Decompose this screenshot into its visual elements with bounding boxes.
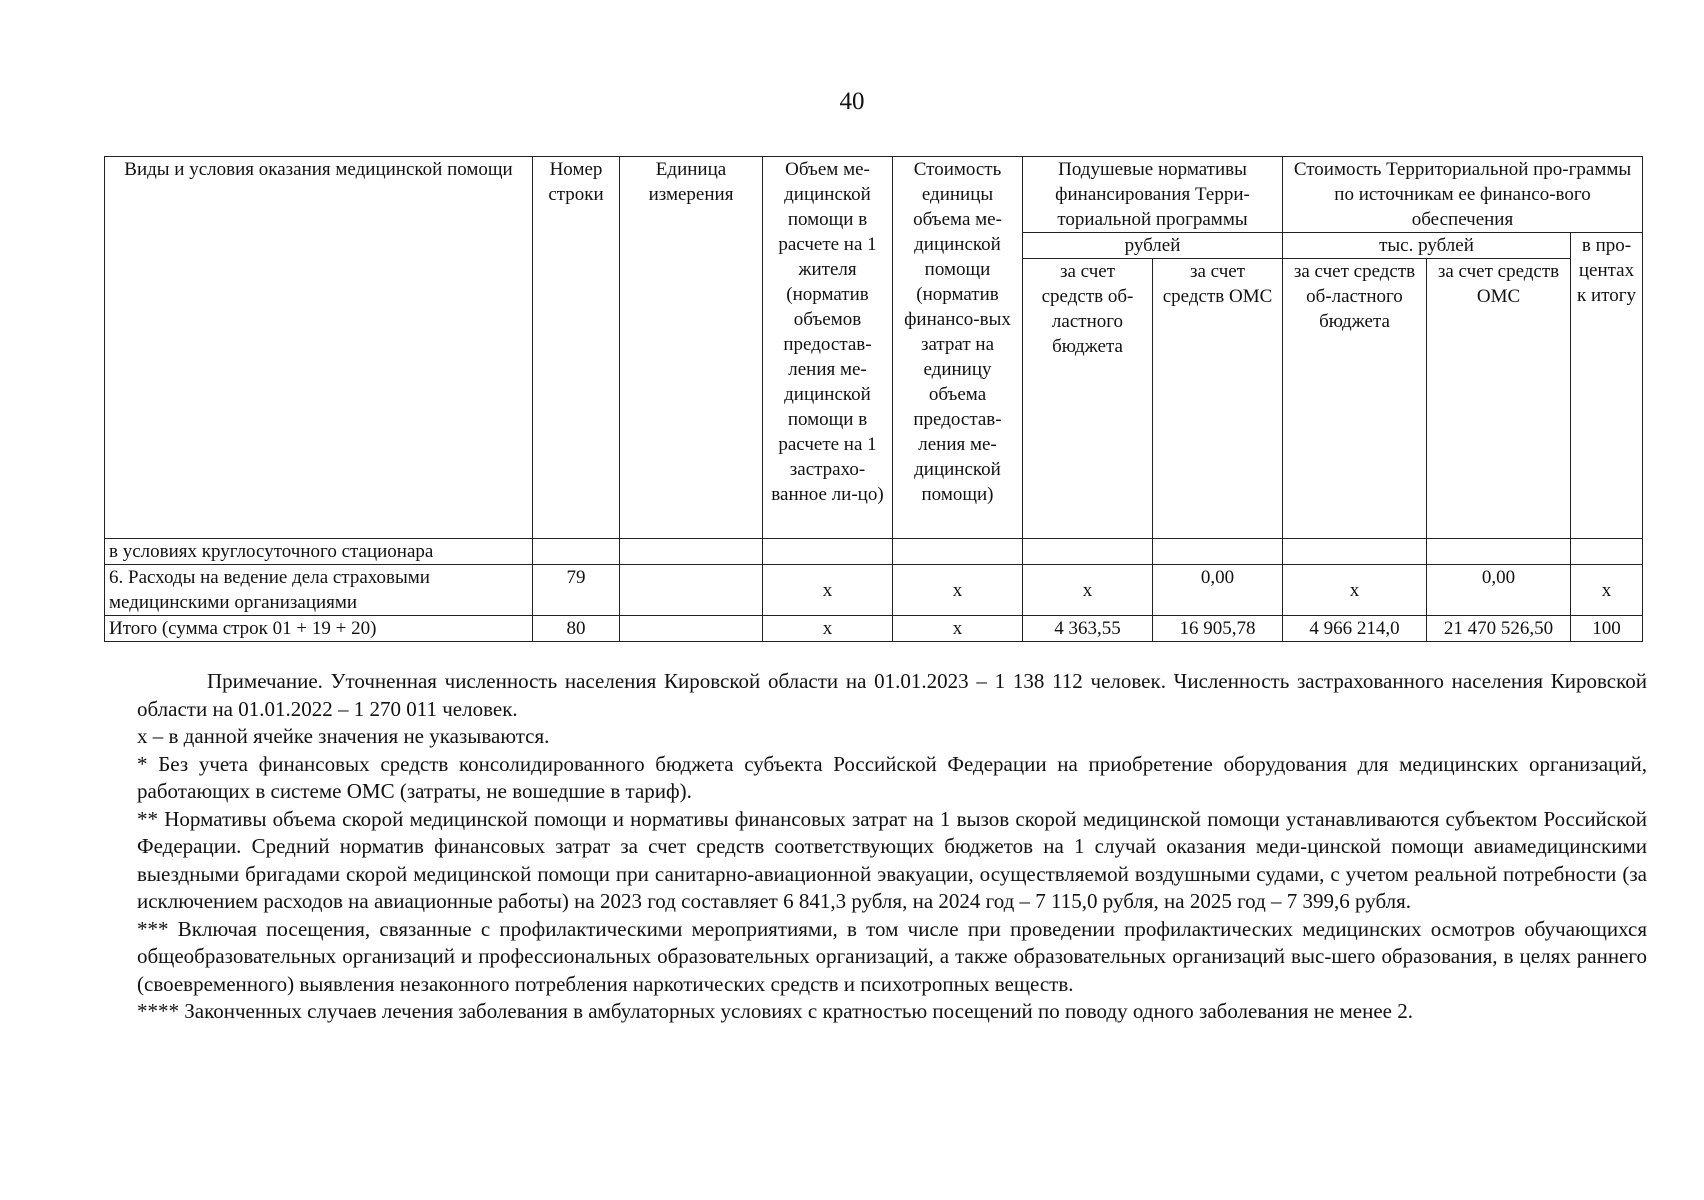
row-percent: х <box>1571 565 1643 616</box>
header-kind: Виды и условия оказания медицинской помощи <box>105 157 533 539</box>
header-rubles: рублей <box>1023 233 1283 259</box>
row-unit <box>620 565 763 616</box>
header-percent: в про-центах к итогу <box>1571 233 1643 539</box>
note-x-legend: х – в данной ячейке значения не указываются. <box>137 724 550 748</box>
row-number: 80 <box>533 616 620 642</box>
row-unit <box>620 616 763 642</box>
header-unit: Единица измерения <box>620 157 763 539</box>
header-cost: Стоимость единицы объема ме-дицинской помощи (норматив финансо-вых затрат на единицу объема предостав-ления ме-дицинской помощи) <box>893 157 1023 539</box>
note-footnote-3: *** Включая посещения, связанные с профилактическими мероприятиями, в том числе при проведении профилактических медицинских осмотров обучающихся общеобразовательных организаций и профессиональных образовательных организаций, а также образовательных организаций выс-шего образования, в целях раннего (своевременного) выявления незаконного потребления наркотических средств и психотропных веществ. <box>137 916 1647 996</box>
page-number: 40 <box>839 88 865 115</box>
row-volume: х <box>763 565 893 616</box>
row-cost: х <box>893 616 1023 642</box>
note-footnote-1: * Без учета финансовых средств консолидированного бюджета субъекта Российской Федерации на приобретение оборудования для медицинских организаций, работающих в системе ОМС (затраты, не вошедшие в тариф). <box>137 751 1647 803</box>
header-per-capita: Подушевые нормативы финансирования Терри-ториальной программы <box>1023 157 1283 233</box>
row-unit <box>620 539 763 565</box>
header-tc-oms: за счет средств ОМС <box>1427 259 1571 539</box>
row-name: в условиях круглосуточного стационара <box>105 539 533 565</box>
row-number: 79 <box>533 565 620 616</box>
row-tc-oms: 21 470 526,50 <box>1427 616 1571 642</box>
note-population: Примечание. Уточненная численность населения Кировской области на 01.01.2023 – 1 138 112 человек. Численность застрахованного населения Кировской области на 01.01.2022 – 1 270 011 человек. <box>137 669 1647 721</box>
row-name: Итого (сумма строк 01 + 19 + 20) <box>105 616 533 642</box>
row-tc-budget: 4 966 214,0 <box>1283 616 1427 642</box>
row-tc-oms <box>1427 539 1571 565</box>
table-row <box>105 539 1643 565</box>
row-number <box>533 539 620 565</box>
header-program-cost: Стоимость Территориальной про-граммы по источникам ее финансо-вого обеспечения <box>1283 157 1643 233</box>
header-thousand-rubles: тыс. рублей <box>1283 233 1571 259</box>
row-pc-budget: 4 363,55 <box>1023 616 1153 642</box>
row-pc-oms: 0,00 <box>1153 565 1283 616</box>
header-pc-oms: за счет средств ОМС <box>1153 259 1283 539</box>
header-pc-budget: за счет средств об-ластного бюджета <box>1023 259 1153 539</box>
row-tc-budget <box>1283 539 1427 565</box>
row-pc-budget <box>1023 539 1153 565</box>
funding-table <box>104 156 1643 642</box>
row-volume <box>763 539 893 565</box>
note-footnote-4: **** Законченных случаев лечения заболевания в амбулаторных условиях с кратностью посещений по поводу одного заболевания не менее 2. <box>137 999 1413 1023</box>
table-row <box>105 616 1643 642</box>
note-footnote-2: ** Нормативы объема скорой медицинской помощи и нормативы финансовых затрат на 1 вызов скорой медицинской помощи устанавливаются субъектом Российской Федерации. Средний норматив финансовых затрат за счет средств соответствующих бюджетов на 1 случай оказания меди-цинской помощи авиамедицинскими выездными бригадами скорой медицинской помощи при санитарно-авиационной эвакуации, осуществляемой воздушными судами, с учетом реальной потребности (за исключением расходов на авиационные работы) на 2023 год составляет 6 841,3 рубля, на 2024 год – 7 115,0 рубля, на 2025 год – 7 399,6 рубля. <box>137 806 1647 913</box>
table-row <box>105 565 1643 616</box>
header-row-number: Номер строки <box>533 157 620 539</box>
row-cost <box>893 539 1023 565</box>
row-pc-budget: х <box>1023 565 1153 616</box>
header-volume: Объем ме-дицинской помощи в расчете на 1 жителя (норматив объемов предостав-ления ме-дицинской помощи в расчете на 1 застрахо-ванное ли-цо) <box>763 157 893 539</box>
row-tc-oms: 0,00 <box>1427 565 1571 616</box>
row-percent <box>1571 539 1643 565</box>
funding-table-wrapper <box>104 156 1643 642</box>
row-percent: 100 <box>1571 616 1643 642</box>
notes-section <box>137 668 1647 1026</box>
row-volume: х <box>763 616 893 642</box>
row-tc-budget: х <box>1283 565 1427 616</box>
row-pc-oms <box>1153 539 1283 565</box>
row-pc-oms: 16 905,78 <box>1153 616 1283 642</box>
row-cost: х <box>893 565 1023 616</box>
header-tc-budget: за счет средств об-ластного бюджета <box>1283 259 1427 539</box>
row-name: 6. Расходы на ведение дела страховыми медицинскими организациями <box>105 565 533 616</box>
